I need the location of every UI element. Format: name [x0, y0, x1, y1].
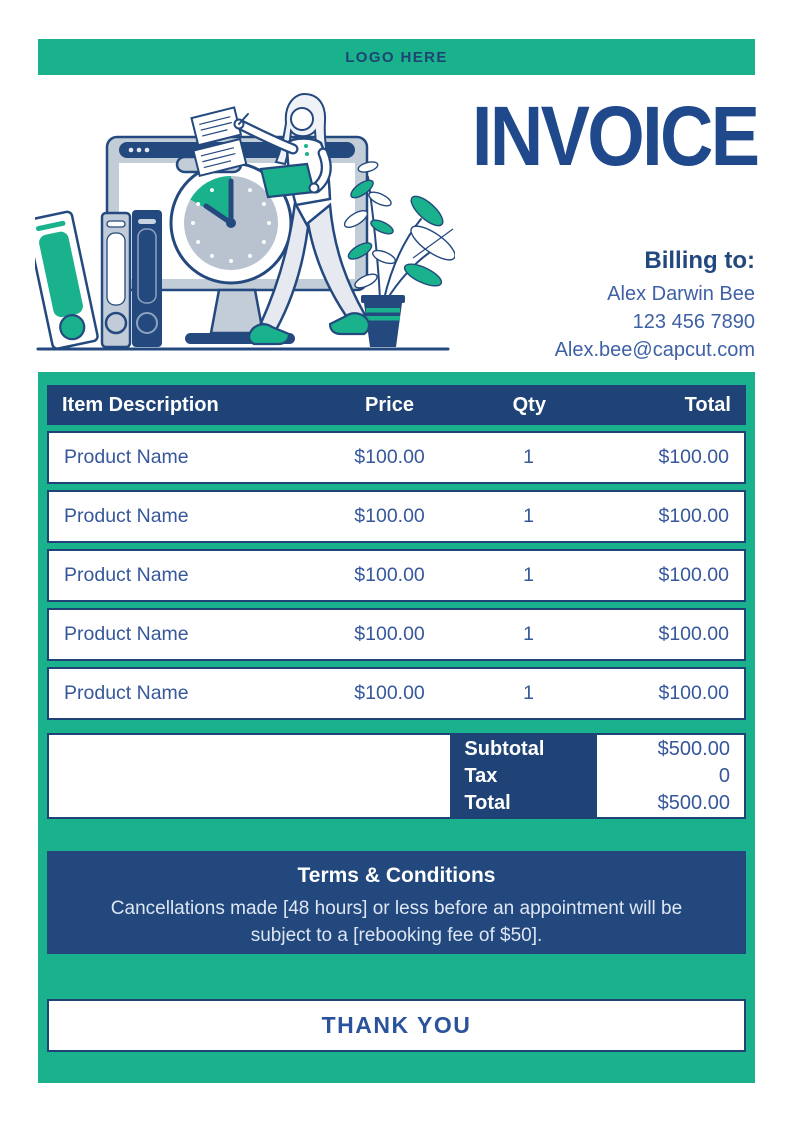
cell-description: Product Name — [64, 564, 189, 586]
cell-qty: 1 — [523, 564, 534, 586]
summary-labels — [452, 733, 595, 819]
table-row — [47, 667, 746, 720]
binders-icon — [35, 210, 162, 350]
cell-price: $100.00 — [354, 682, 425, 704]
logo-text: LOGO HERE — [345, 48, 448, 66]
column-header-price: Price — [365, 393, 414, 416]
cell-qty: 1 — [523, 682, 534, 704]
cell-qty: 1 — [523, 446, 534, 468]
tax-label: Tax — [464, 764, 498, 787]
billing-info — [555, 247, 755, 364]
invoice-illustration — [35, 93, 455, 357]
cell-description: Product Name — [64, 623, 189, 645]
cell-qty: 1 — [523, 623, 534, 645]
cell-qty: 1 — [523, 505, 534, 527]
subtotal-label: Subtotal — [464, 737, 545, 760]
illustration-svg — [35, 93, 455, 357]
invoice-body-panel — [38, 372, 755, 1083]
cell-total: $100.00 — [658, 564, 729, 586]
billing-phone: 123 456 7890 — [632, 311, 755, 333]
billing-heading: Billing to: — [644, 247, 755, 274]
cell-total: $100.00 — [658, 623, 729, 645]
cell-total: $100.00 — [658, 446, 729, 468]
cell-description: Product Name — [64, 682, 189, 704]
table-header-row — [47, 385, 746, 425]
table-row — [47, 608, 746, 661]
table-row — [47, 431, 746, 484]
cell-price: $100.00 — [354, 623, 425, 645]
green-folder — [261, 164, 314, 197]
column-header-total: Total — [684, 393, 731, 416]
billing-email: Alex.bee@capcut.com — [554, 339, 755, 361]
terms-and-conditions — [47, 851, 746, 954]
column-header-qty: Qty — [512, 393, 546, 416]
cell-total: $100.00 — [658, 505, 729, 527]
tax-value: 0 — [718, 764, 730, 787]
summary-spacer — [47, 733, 452, 819]
column-header-description: Item Description — [62, 393, 219, 416]
summary-row — [47, 733, 746, 819]
thank-you-text: THANK YOU — [321, 1012, 472, 1038]
cell-total: $100.00 — [658, 682, 729, 704]
terms-body: Cancellations made [48 hours] or less before an appointment will be subject to a [rebooking fee of $50]. — [110, 898, 683, 946]
table-row — [47, 490, 746, 543]
cell-price: $100.00 — [354, 505, 425, 527]
thank-you-banner — [47, 999, 746, 1052]
cell-description: Product Name — [64, 446, 189, 468]
cell-description: Product Name — [64, 505, 189, 527]
summary-values — [595, 733, 746, 819]
page-title: INVOICE — [471, 89, 757, 183]
cell-price: $100.00 — [354, 564, 425, 586]
billing-name: Alex Darwin Bee — [607, 283, 755, 305]
terms-heading: Terms & Conditions — [297, 864, 496, 887]
total-value: $500.00 — [657, 791, 730, 814]
subtotal-value: $500.00 — [657, 737, 730, 760]
table-row — [47, 549, 746, 602]
total-label: Total — [464, 791, 511, 814]
logo-bar — [38, 39, 755, 75]
cell-price: $100.00 — [354, 446, 425, 468]
